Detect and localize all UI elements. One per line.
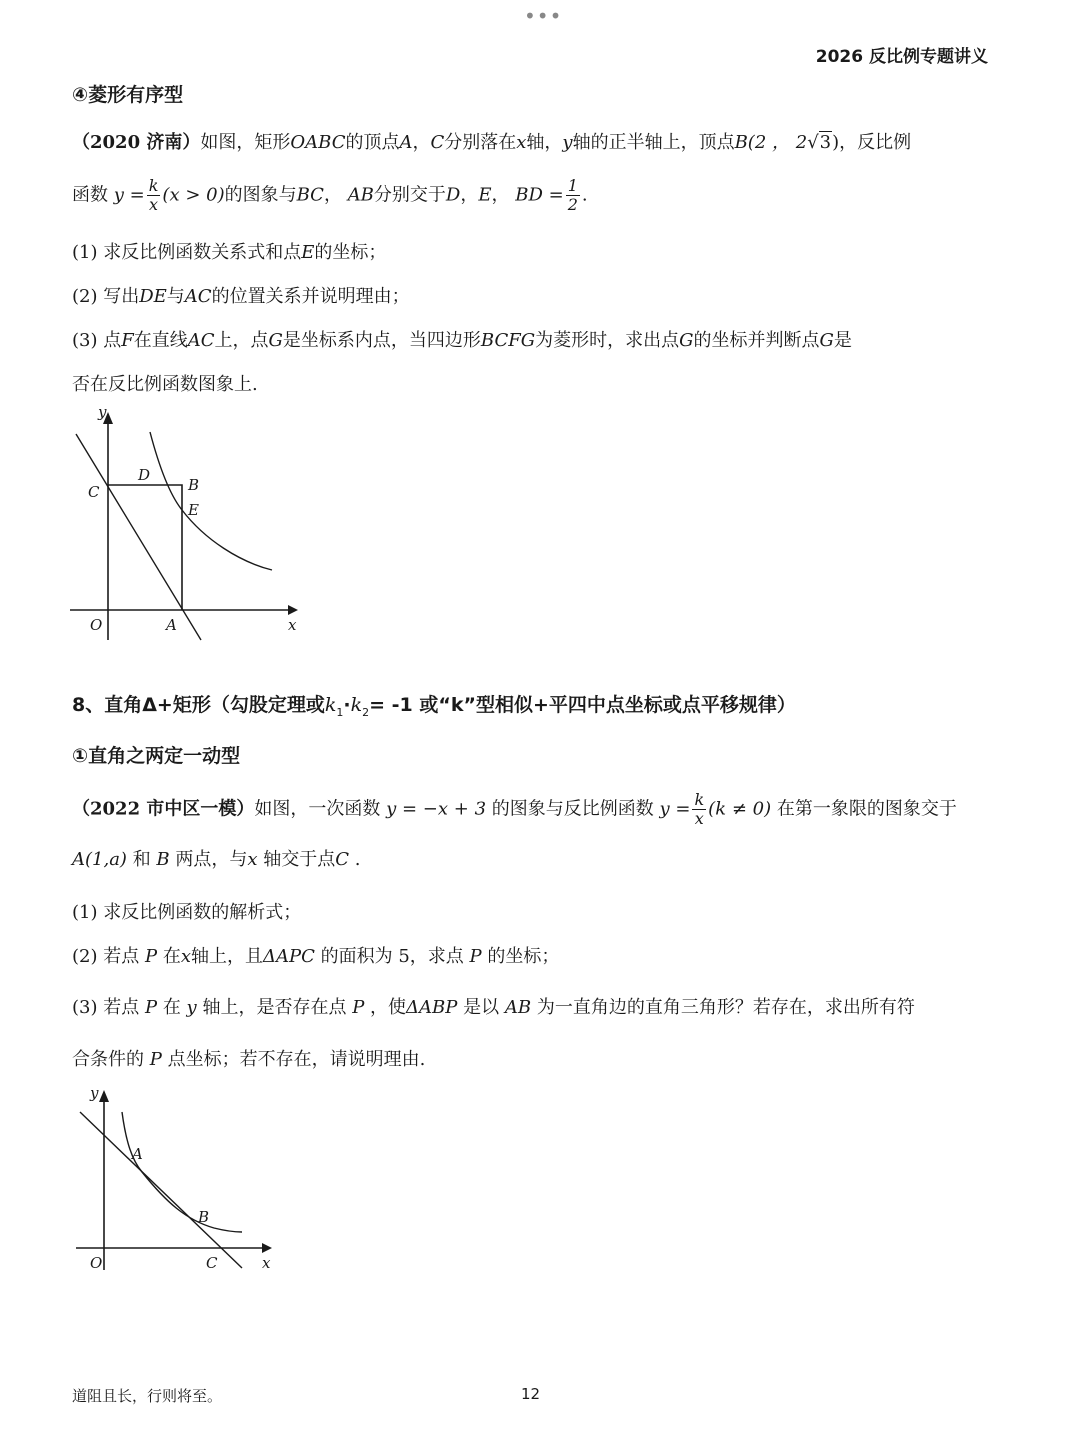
label-c: C (206, 1254, 218, 1272)
subsection-heading: ①直角之两定一动型 (72, 745, 241, 767)
hyperbola (150, 432, 272, 570)
section-heading-right-angle: 8、直角Δ+矩形（勾股定理或$k_1\cdot k_2= -1$ 或“k”型相似+平四中点坐标或点平移规律） (72, 694, 796, 719)
label-x: x (262, 1254, 271, 1272)
fraction-one-half: $\frac{1}{2}$ (567, 176, 578, 214)
question1-2: (2) 写出DE与AC的位置关系并说明理由； (72, 286, 410, 307)
document-title: 2026 反比例专题讲义 (815, 47, 988, 67)
label-e: E (188, 501, 199, 519)
question1-1: (1) 求反比例函数关系式和点E的坐标； (72, 242, 387, 263)
label-o: O (90, 1254, 103, 1272)
y-axis-arrow (99, 1090, 109, 1102)
question2-3: (3) 若点 P 在 y 轴上，是否存在点 P ，使ΔABP 是以 AB 为一直角边的直角三角形？若存在，求出所有符 (72, 997, 915, 1018)
label-y: y (90, 1084, 99, 1102)
figure-rectangle-hyperbola (60, 400, 310, 645)
x-axis-arrow (262, 1243, 272, 1253)
problem2-line1: （2022 市中区一模）如图，一次函数 y = −x + 3 的图象与反比例函数 y = $\frac{k}{x}$ (k ≠ 0) 在第一象限的图象交于 (72, 790, 957, 828)
hyperbola (122, 1112, 242, 1232)
question1-3-cont: 否在反比例函数图象上. (72, 374, 258, 395)
label-b: B (198, 1208, 210, 1226)
label-x: x (288, 616, 297, 634)
label-b: B (188, 476, 200, 494)
question2-3-cont: 合条件的 P 点坐标；若不存在，请说明理由. (72, 1049, 426, 1070)
fraction-k-over-x: $\frac{k}{x}$ (148, 176, 159, 214)
x-axis-arrow (288, 605, 298, 615)
question2-2: (2) 若点 P 在x轴上，且ΔAPC 的面积为 5，求点 P 的坐标； (72, 946, 560, 967)
figure-line-hyperbola (66, 1082, 286, 1277)
section-heading-rhombus: ④菱形有序型 (72, 84, 184, 106)
problem2-source: （2022 市中区一模） (72, 798, 255, 820)
page-number: 12 (521, 1385, 541, 1403)
problem2-line2: A(1,a) 和 B 两点，与x 轴交于点C . (72, 849, 361, 870)
label-d: D (138, 466, 151, 484)
problem1-source: （2020 济南） (72, 132, 201, 153)
label-a: A (132, 1145, 143, 1163)
more-dots: ••• (524, 4, 563, 28)
label-c: C (88, 483, 100, 501)
problem1-line2: 函数 y = $\frac{k}{x}$ (x > 0)的图象与BC， AB分别交于D，E， BD = $\frac{1}{2}$ . (72, 176, 588, 214)
question2-1: (1) 求反比例函数的解析式； (72, 902, 302, 923)
footer-motto: 道阻且长，行则将至。 (72, 1387, 223, 1405)
sqrt-sign: √3 (807, 132, 832, 153)
problem1-line1: （2020 济南）如图，矩形OABC的顶点A，C分别落在x轴，y轴的正半轴上，顶点B(2 ， 2√3)，反比例 (72, 132, 912, 153)
fraction-k-over-x-2: $\frac{k}{x}$ (694, 790, 705, 828)
label-o: O (90, 616, 103, 634)
label-a: A (166, 616, 177, 634)
question1-3: (3) 点F在直线AC上，点G是坐标系内点，当四边形BCFG为菱形时，求出点G的坐标并判断点G是 (72, 330, 852, 351)
label-y: y (98, 403, 107, 421)
